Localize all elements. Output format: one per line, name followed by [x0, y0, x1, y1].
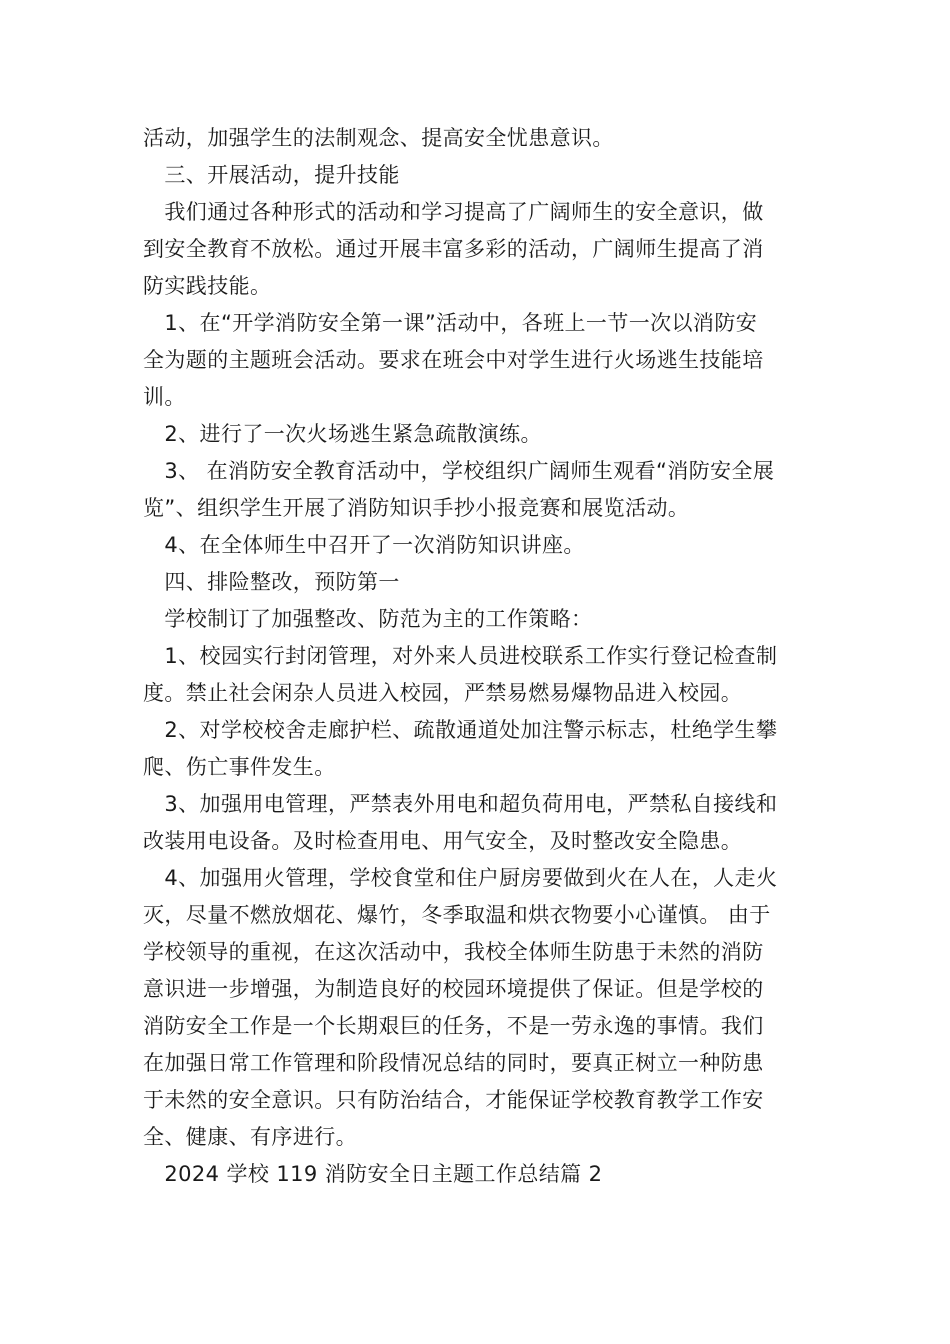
list-item: 2、对学校校舍走廊护栏、疏散通道处加注警示标志，杜绝学生攀 — [143, 718, 778, 742]
document-title: 2024 学校 119 消防安全日主题工作总结篇 2 — [143, 1162, 603, 1186]
paragraph-line: 防实践技能。 — [143, 274, 272, 298]
paragraph-line: 活动，加强学生的法制观念、提高安全忧患意识。 — [143, 126, 614, 150]
paragraph-line: 灭，尽量不燃放烟花、爆竹，冬季取温和烘衣物要小心谨慎。 由于 — [143, 903, 771, 927]
list-item: 4、加强用火管理，学校食堂和住户厨房要做到火在人在，人走火 — [143, 866, 778, 890]
list-item: 4、在全体师生中召开了一次消防知识讲座。 — [143, 533, 585, 557]
list-item: 3、 在消防安全教育活动中，学校组织广阔师生观看“消防安全展 — [143, 459, 775, 483]
paragraph-line: 览”、组织学生开展了消防知识手抄小报竞赛和展览活动。 — [143, 496, 690, 520]
paragraph-line: 在加强日常工作管理和阶段情况总结的同时，要真正树立一种防患 — [143, 1051, 764, 1075]
paragraph-line: 训。 — [143, 385, 186, 409]
list-item: 1、校园实行封闭管理，对外来人员进校联系工作实行登记检查制 — [143, 644, 778, 668]
list-item: 3、加强用电管理，严禁表外用电和超负荷用电，严禁私自接线和 — [143, 792, 778, 816]
paragraph-line: 全为题的主题班会活动。要求在班会中对学生进行火场逃生技能培 — [143, 348, 764, 372]
paragraph-line: 爬、伤亡事件发生。 — [143, 755, 336, 779]
paragraph-line: 意识进一步增强，为制造良好的校园环境提供了保证。但是学校的 — [143, 977, 764, 1001]
paragraph-line: 消防安全工作是一个长期艰巨的任务，不是一劳永逸的事情。我们 — [143, 1014, 764, 1038]
paragraph-line: 全、健康、有序进行。 — [143, 1125, 357, 1149]
paragraph-line: 于未然的安全意识。只有防治结合，才能保证学校教育教学工作安 — [143, 1088, 764, 1112]
paragraph-line: 度。禁止社会闲杂人员进入校园，严禁易燃易爆物品进入校园。 — [143, 681, 743, 705]
paragraph-line: 我们通过各种形式的活动和学习提高了广阔师生的安全意识，做 — [143, 200, 764, 224]
section-heading: 三、开展活动，提升技能 — [143, 163, 400, 187]
paragraph-line: 学校领导的重视，在这次活动中，我校全体师生防患于未然的消防 — [143, 940, 764, 964]
paragraph-line: 到安全教育不放松。通过开展丰富多彩的活动，广阔师生提高了消 — [143, 237, 764, 261]
paragraph-line: 学校制订了加强整改、防范为主的工作策略： — [143, 607, 593, 631]
paragraph-line: 改装用电设备。及时检查用电、用气安全，及时整改安全隐患。 — [143, 829, 743, 853]
list-item: 2、进行了一次火场逃生紧急疏散演练。 — [143, 422, 542, 446]
list-item: 1、在“开学消防安全第一课”活动中，各班上一节一次以消防安 — [143, 311, 758, 335]
section-heading: 四、排险整改，预防第一 — [143, 570, 400, 594]
